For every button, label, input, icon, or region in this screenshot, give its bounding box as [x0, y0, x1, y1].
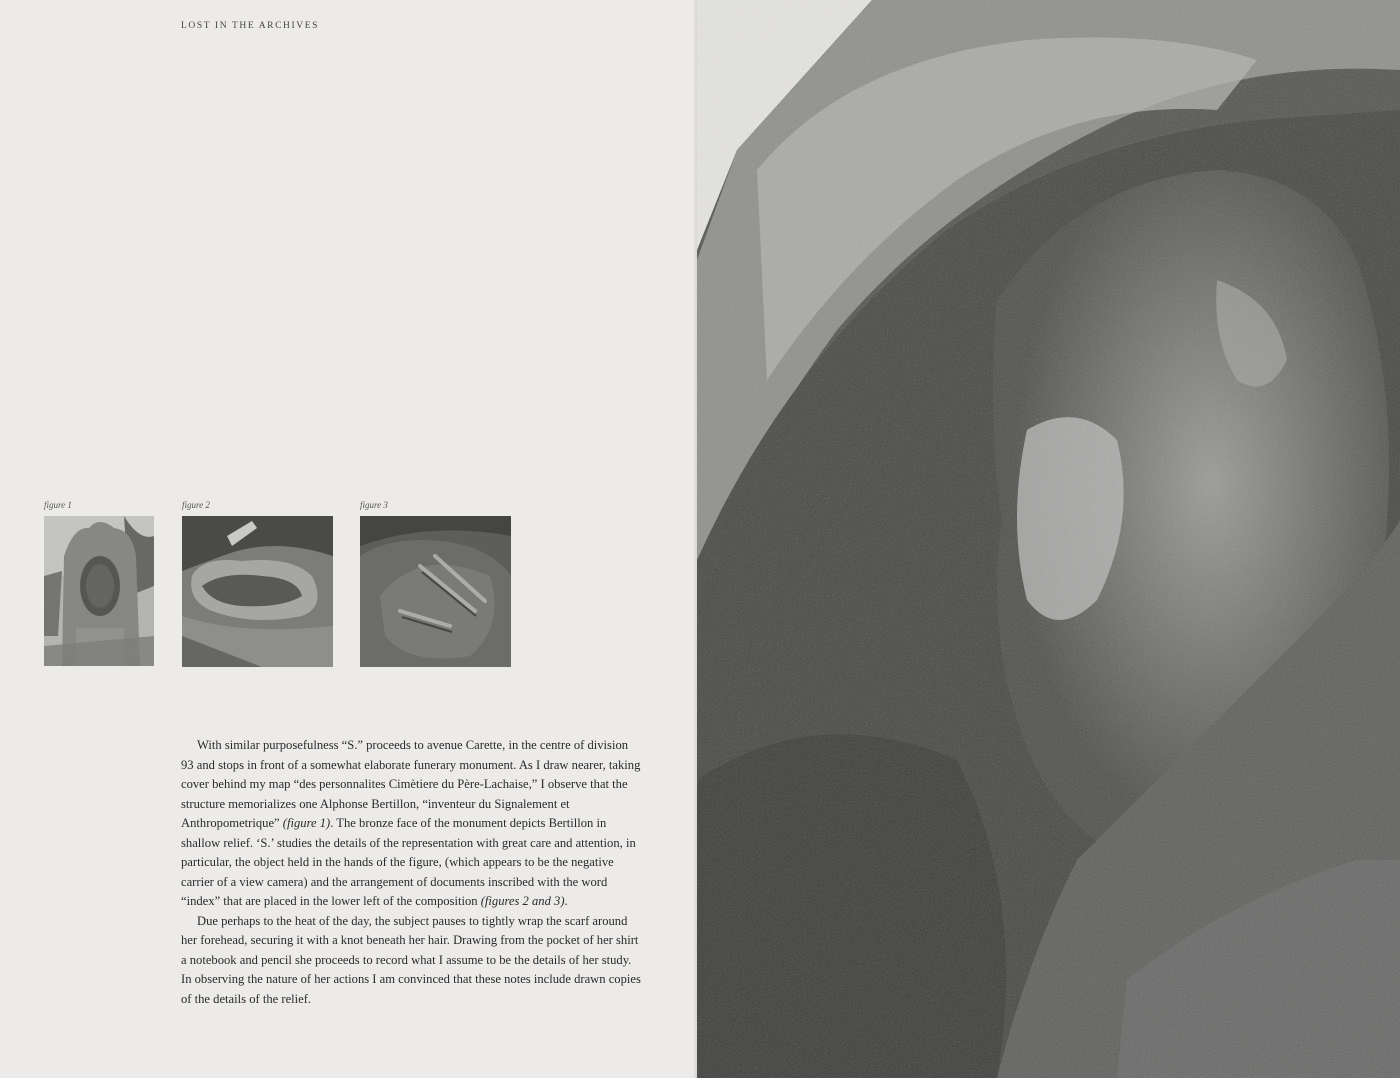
left-page	[0, 0, 697, 1078]
figures-2-3-reference: (figures 2 and 3)	[480, 894, 565, 908]
paragraph-1	[181, 736, 641, 912]
figure-3-caption: figure 3	[360, 500, 388, 510]
figure-2-caption: figure 2	[182, 500, 210, 510]
figure-2-photo	[182, 516, 333, 667]
figure-1-photo	[44, 516, 154, 666]
figure-3-photo	[360, 516, 511, 667]
right-page-photo	[697, 0, 1400, 1078]
figure-1-reference: (figure 1)	[282, 816, 331, 830]
paragraph-1-text-c: .	[564, 894, 568, 908]
running-head: LOST IN THE ARCHIVES	[181, 21, 320, 31]
paragraph-1-text-a: With similar purposefulness “S.” proceeds to avenue Carette, in the centre of division 93 and stops in front of a somewhat elaborate funerary monument. As I draw nearer, taking cover behind my map “des personnalites Cimètiere du Père-Lachaise,” I observe that the structure memorializes one Alphonse Bertillon, “inventeur du Signalement et Anthropometrique”	[181, 738, 641, 830]
paragraph-2: Due perhaps to the heat of the day, the subject pauses to tightly wrap the scarf around her forehead, securing it with a knot beneath her hair. Drawing from the pocket of her shirt a notebook and pencil she proceeds to record what I assume to be the details of her study. In observing the nature of her actions I am convinced that these notes include drawn copies of the details of the relief.	[181, 913, 641, 1006]
body-text	[181, 736, 641, 1009]
figure-1-caption: figure 1	[44, 500, 72, 510]
paragraph-1-text-b: . The bronze face of the monument depicts Bertillon in shallow relief. ‘S.’ studies the details of the representation with great care and attention, in particular, the object held in the hands of the figure, (which appears to be the negative carrier of a view camera) and the arrangement of documents inscribed with the word “index” that are placed in the lower left of the composition	[181, 816, 636, 908]
